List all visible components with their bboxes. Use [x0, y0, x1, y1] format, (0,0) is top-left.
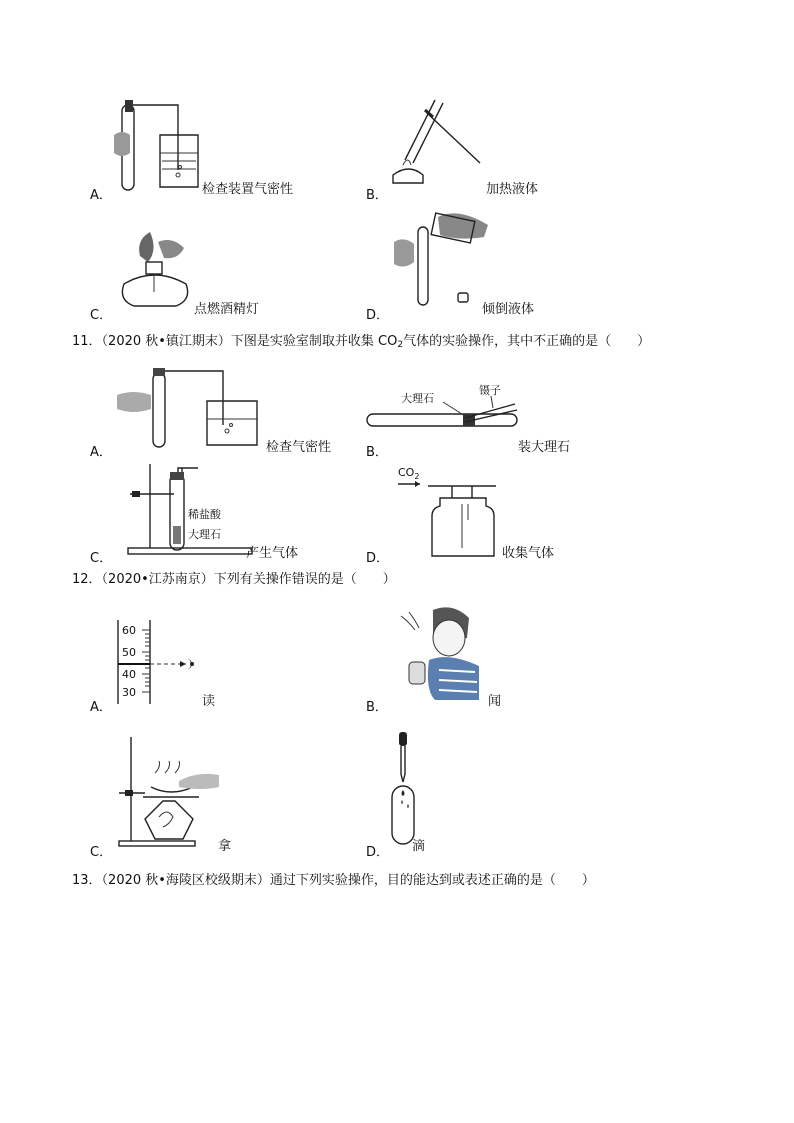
q13-question: 13．（2020 秋•海陵区校级期末）通过下列实验操作，目的能达到或表述正确的是（ ） — [72, 873, 595, 888]
scale-40: 40 — [122, 668, 136, 681]
q11-option-a-text: 检查气密性 — [266, 440, 332, 455]
figure-10d-pouring-liquid — [388, 207, 498, 312]
figure-10c-lighting-alcohol-lamp — [110, 222, 200, 314]
q12-option-a-letter: A． — [90, 700, 112, 715]
q12-option-b-text: 闻 — [488, 694, 502, 709]
label-marble-b: 大理石 — [401, 392, 434, 405]
figure-10b-heating-liquid — [385, 95, 495, 195]
figure-11d-collecting-gas — [388, 460, 508, 558]
q10-option-a-text: 检查装置气密性 — [202, 182, 294, 197]
label-dilute-hcl: 稀盐酸 — [188, 508, 221, 521]
q10-option-d-letter: D． — [366, 308, 390, 323]
q11-option-b-text: 装大理石 — [518, 440, 571, 455]
q11-question — [72, 334, 650, 353]
q10-option-c-letter: C． — [90, 308, 113, 323]
scale-60: 60 — [122, 624, 136, 637]
q10-option-a-letter: A． — [90, 188, 112, 203]
q12-option-a-text: 读 — [202, 694, 216, 709]
label-marble-c: 大理石 — [188, 528, 221, 541]
figure-12c-taking-evaporating-dish — [115, 735, 225, 847]
figure-11b-loading-marble — [365, 380, 530, 440]
q10-option-b-text: 加热液体 — [486, 182, 539, 197]
scale-30: 30 — [122, 686, 136, 699]
figure-12d-dropping-liquid — [386, 730, 426, 848]
q11-question-prefix: 11．（2020 秋•镇江期末）下图是实验室制取并收集 CO — [72, 334, 398, 349]
q12-option-d-letter: D． — [366, 845, 390, 860]
q12-option-c-text: 拿 — [218, 839, 232, 854]
q11-option-d-text: 收集气体 — [502, 546, 555, 561]
q11-option-c-letter: C． — [90, 551, 113, 566]
q11-option-d-letter: D． — [366, 551, 390, 566]
q12-question: 12．（2020•江苏南京）下列有关操作错误的是（ ） — [72, 572, 396, 587]
q11-question-sub: 2 — [397, 340, 404, 350]
figure-11c-producing-gas — [118, 460, 278, 558]
q11-question-suffix: 气体的实验操作，其中不正确的是（ ） — [403, 334, 651, 349]
figure-12b-smelling-gas — [395, 602, 485, 702]
label-tweezers: 镊子 — [479, 384, 501, 397]
q12-option-c-letter: C． — [90, 845, 113, 860]
figure-12a-reading-cylinder — [110, 620, 210, 706]
q11-option-b-letter: B． — [366, 445, 388, 460]
label-co2: $CO_2$ — [398, 466, 420, 481]
scale-50: 50 — [122, 646, 136, 659]
q12-option-b-letter: B． — [366, 700, 388, 715]
q10-option-c-text: 点燃酒精灯 — [194, 302, 260, 317]
figure-10a-airtightness-check — [108, 95, 208, 195]
q11-option-c-text: 产生气体 — [246, 546, 299, 561]
q12-option-d-text: 滴 — [412, 839, 426, 854]
q11-option-a-letter: A． — [90, 445, 112, 460]
q10-option-d-text: 倾倒液体 — [482, 302, 535, 317]
figure-11a-airtightness-check — [115, 365, 275, 450]
q10-option-b-letter: B． — [366, 188, 388, 203]
